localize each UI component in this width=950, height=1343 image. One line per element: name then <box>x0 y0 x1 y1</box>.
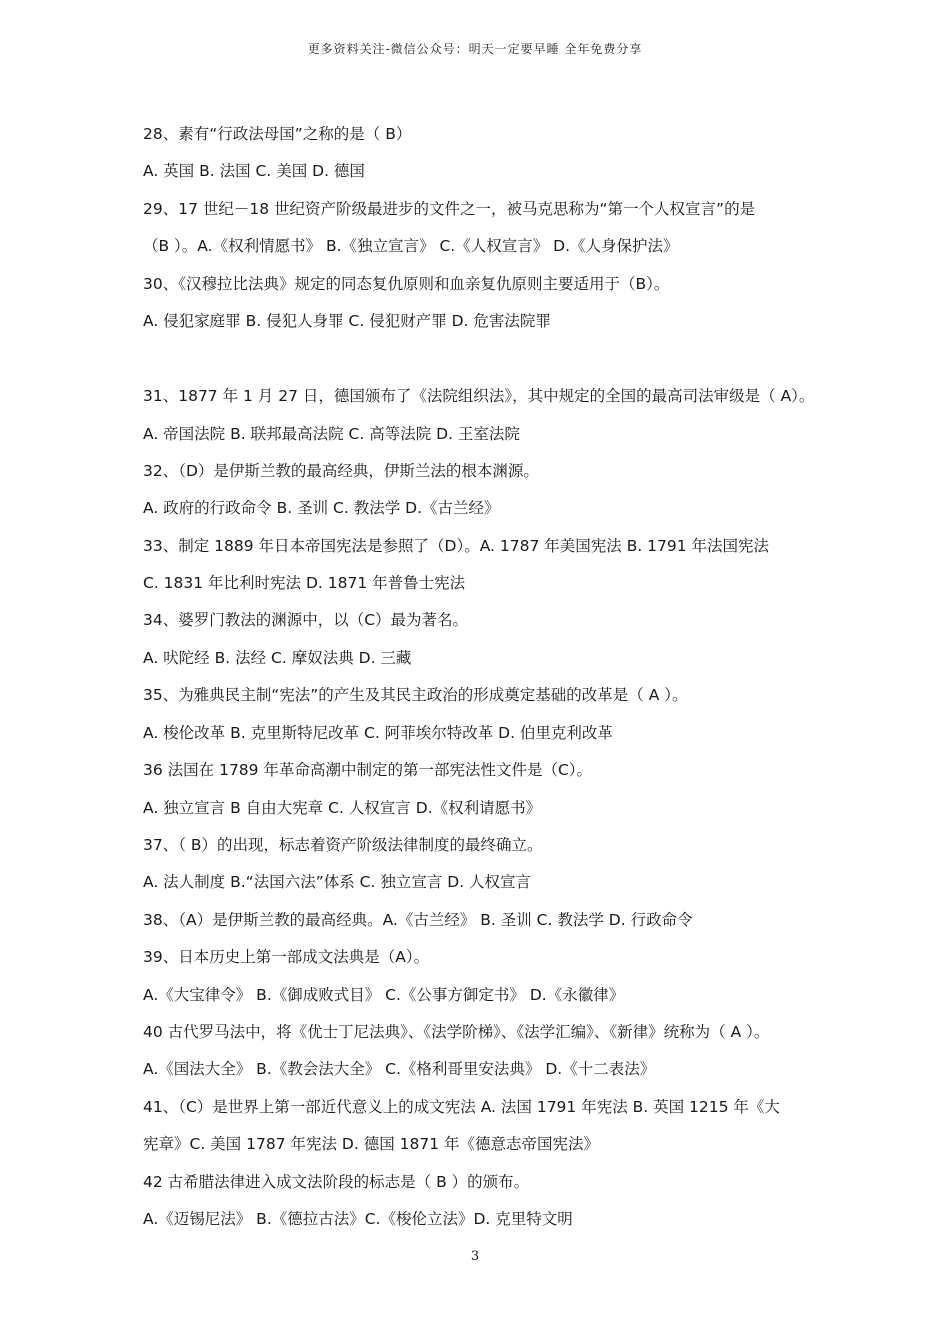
question-line: 34、婆罗门教法的渊源中，以（C）最为著名。 <box>143 611 469 629</box>
option-line: A.《大宝律令》 B.《御成败式目》 C.《公事方御定书》 D.《永徽律》 <box>143 986 625 1004</box>
question-line: 41、（C）是世界上第一部近代意义上的成文宪法 A. 法国 1791 年宪法 B. 英国 1215 年《大 <box>143 1098 780 1116</box>
question-line: 39、日本历史上第一部成文法典是（A）。 <box>143 948 430 966</box>
question-line: 33、制定 1889 年日本帝国宪法是参照了（D）。A. 1787 年美国宪法 B. 1791 年法国宪法 <box>143 537 770 555</box>
option-line: A. 独立宣言 B 自由大宪章 C. 人权宣言 D.《权利请愿书》 <box>143 799 542 817</box>
option-line: A. 法人制度 B.“法国六法”体系 C. 独立宣言 D. 人权宣言 <box>143 873 532 891</box>
question-line: 35、为雅典民主制“宪法”的产生及其民主政治的形成奠定基础的改革是（ A ）。 <box>143 686 688 704</box>
option-line: A. 政府的行政命令 B. 圣训 C. 教法学 D.《古兰经》 <box>143 499 500 517</box>
option-line: A. 梭伦改革 B. 克里斯特尼改革 C. 阿菲埃尔特改革 D. 伯里克利改革 <box>143 724 613 742</box>
option-line: 宪章》C. 美国 1787 年宪法 D. 德国 1871 年《德意志帝国宪法》 <box>143 1135 599 1153</box>
option-line: （B ）。A.《权利情愿书》 B.《独立宣言》 C.《人权宣言》 D.《人身保护法》 <box>143 237 679 255</box>
question-line: 31、1877 年 1 月 27 日，德国颁布了《法院组织法》，其中规定的全国的最高司法审级是（ A）。 <box>143 387 815 405</box>
question-line: 37、（ B）的出现，标志着资产阶级法律制度的最终确立。 <box>143 836 543 854</box>
option-line: A. 吠陀经 B. 法经 C. 摩奴法典 D. 三藏 <box>143 649 412 667</box>
option-line: C. 1831 年比利时宪法 D. 1871 年普鲁士宪法 <box>143 574 466 592</box>
question-line: 42 古希腊法律进入成文法阶段的标志是（ B ）的颁布。 <box>143 1173 530 1191</box>
question-line: 28、素有“行政法母国”之称的是（ B） <box>143 125 412 143</box>
question-line: 38、（A）是伊斯兰教的最高经典。A.《古兰经》 B. 圣训 C. 教法学 D. 行政命令 <box>143 911 693 929</box>
question-line: 32、（D）是伊斯兰教的最高经典，伊斯兰法的根本渊源。 <box>143 462 539 480</box>
page-number: 3 <box>470 1249 480 1264</box>
option-line: A. 英国 B. 法国 C. 美国 D. 德国 <box>143 162 365 180</box>
question-line: 29、17 世纪－18 世纪资产阶级最进步的文件之一，被马克思称为“第一个人权宣言”的是 <box>143 200 756 218</box>
question-line: 30、《汉穆拉比法典》规定的同态复仇原则和血亲复仇原则主要适用于（B）。 <box>143 275 670 293</box>
page-header: 更多资料关注-微信公众号：明天一定要早睡 全年免费分享 <box>307 42 643 56</box>
question-line: 36 法国在 1789 年革命高潮中制定的第一部宪法性文件是（C）。 <box>143 761 593 779</box>
option-line: A. 帝国法院 B. 联邦最高法院 C. 高等法院 D. 王室法院 <box>143 425 520 443</box>
option-line: A.《国法大全》 B.《教会法大全》 C.《格利哥里安法典》 D.《十二表法》 <box>143 1060 656 1078</box>
question-line: 40 古代罗马法中，将《优士丁尼法典》、《法学阶梯》、《法学汇编》、《新律》统称为（ A ）。 <box>143 1023 770 1041</box>
option-line: A. 侵犯家庭罪 B. 侵犯人身罪 C. 侵犯财产罪 D. 危害法院罪 <box>143 312 551 330</box>
option-line: A.《迈锡尼法》 B.《德拉古法》C.《梭伦立法》D. 克里特文明 <box>143 1210 573 1228</box>
